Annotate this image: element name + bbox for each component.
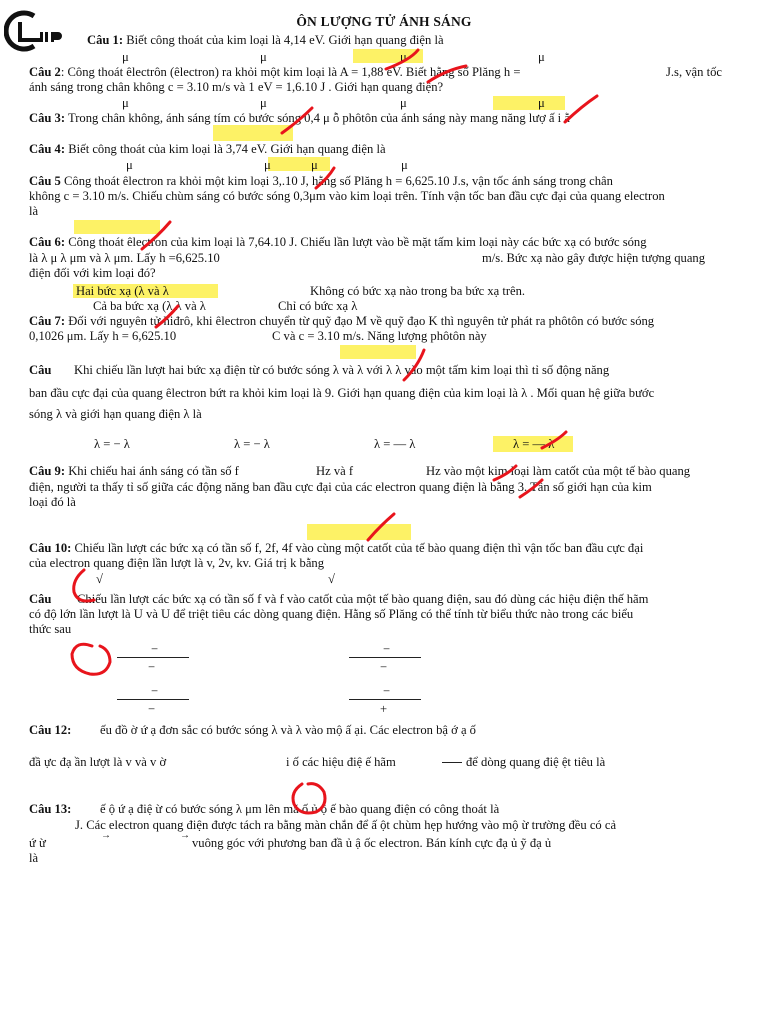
sqrt-symbol: √: [96, 572, 103, 586]
fraction-sign: −: [148, 660, 156, 674]
option-symbol: μ: [401, 158, 408, 172]
highlight: [213, 125, 293, 141]
question-text: để dòng quang điệ ệt tiêu là: [466, 755, 606, 769]
question-label: Câu 9:: [29, 464, 66, 478]
question-10: [29, 541, 643, 555]
question-text: Biết công thoát của kim loại là 3,74 eV. Giới hạn quang điện là: [68, 142, 386, 156]
question-text: J. Các electron quang điện được tách ra bằng màn chắn để ấ ột chùm hẹp hướng vào mộ ừ trường đều có cả: [75, 818, 617, 832]
option-d: Chỉ có bức xạ λ: [278, 299, 358, 313]
question-label: Câu 7:: [29, 314, 66, 328]
fraction-sign: −: [383, 684, 391, 698]
question-text: Trong chân không, ánh sáng tím có bước sóng 0,4 μ ỗ phôtôn của ánh sáng này mang năng lượ ấ i ằ: [67, 111, 570, 125]
question-label: Câu: [29, 592, 52, 606]
question-text: Khi chiếu hai ánh sáng có tần số f: [65, 464, 239, 478]
question-6: [29, 235, 647, 249]
option-symbol: μ: [400, 96, 407, 110]
question-text: thức sau: [29, 622, 72, 636]
option-symbol: μ: [400, 50, 407, 64]
vector-arrow: →: [101, 830, 111, 841]
fraction-bar: [349, 657, 421, 658]
question-4: [29, 142, 386, 156]
question-text: ếu đồ ờ ứ ạ đơn sắc có bước sóng λ và λ vào mộ ấ ại. Các electron bậ ớ ạ ố: [100, 723, 476, 737]
question-text: ứ ừ: [29, 836, 46, 850]
highlight: [493, 96, 565, 110]
option-a: λ = − λ: [94, 437, 130, 451]
option-symbol: μ: [122, 50, 129, 64]
question-text: ế ộ ứ ạ điệ ừ có bước sóng λ μm lên mă ố ủ ộ ế bào quang điện có công thoát là: [100, 802, 500, 816]
option-symbol: μ: [311, 158, 318, 172]
highlight: [340, 345, 416, 359]
question-2: [29, 65, 520, 79]
question-text: 0,1026 μm. Lấy h = 6,625.10: [29, 329, 177, 343]
highlight: [268, 157, 330, 171]
question-label: Câu 4:: [29, 142, 66, 156]
option-d: λ = — λ: [513, 437, 555, 451]
page-title: ÔN LƯỢNG TỬ ÁNH SÁNG: [296, 14, 472, 29]
question-text: i ố các hiệu điệ ế hãm: [286, 755, 396, 769]
question-text: ánh sáng trong chân không c = 3.10 m/s và 1 eV = 1,6.10 J . Giới hạn quang điện?: [29, 80, 444, 94]
question-text: J.s, vận tốc: [666, 65, 722, 79]
question-label: Câu 2: [29, 65, 61, 79]
fraction-sign: −: [380, 660, 388, 674]
question-text: của electron quang điện lần lượt là v, 2v, kv. Giá trị k bằng: [29, 556, 325, 570]
question-text: Hz vào một kim loại làm catốt của một tế bào quang: [426, 464, 691, 478]
fraction-bar: [117, 657, 189, 658]
fraction-sign: −: [148, 702, 156, 716]
question-text: là: [29, 851, 39, 865]
question-text: Chiếu lần lượt các bức xạ có tần số f và f vào catốt của một tế bào quang điện, sau đó dùng các hiệu điện thế hãm: [77, 592, 649, 606]
question-text: Công thoát êlectron của kim loại là 7,64.10 J. Chiếu lần lượt vào bề mặt tấm kim loại này các bức xạ có bước sóng: [65, 235, 647, 249]
fraction-sign: −: [151, 642, 159, 656]
question-text: không c = 3.10 m/s. Chiếu chùm sáng có bước sóng 0,3μm vào kim loại trên. Tính vận tốc ban đầu cực đại của quang electron: [29, 189, 665, 203]
fraction-sign: −: [151, 684, 159, 698]
option-symbol: μ: [538, 96, 545, 110]
question-9: [29, 464, 239, 478]
question-text: là λ μ λ μm và λ μm. Lấy h =6,625.10: [29, 251, 220, 265]
option-c: λ = — λ: [374, 437, 416, 451]
highlight: [307, 524, 411, 540]
question-text: Chiếu lần lượt các bức xạ có tần số f, 2f, 4f vào cùng một catốt của tế bào quang điện thì vận tốc ban đầu cực đại: [71, 541, 644, 555]
question-label: Câu 10:: [29, 541, 72, 555]
question-text: Khi chiếu lần lượt hai bức xạ điện từ có bước sóng λ và λ với λ λ vào một tấm kim loại thì tỉ số động năng: [74, 363, 610, 377]
question-text: là: [29, 204, 39, 218]
fraction-bar: [349, 699, 421, 700]
option-symbol: μ: [260, 50, 267, 64]
question-label: Câu 6:: [29, 235, 66, 249]
question-text: đầ ực đạ ần lượt là v và v ờ: [29, 755, 167, 769]
question-label: Câu 3:: [29, 111, 66, 125]
question-label: Câu 12:: [29, 723, 72, 737]
question-text: : Công thoát êlectrôn (êlectron) ra khỏi một kim loại là A = 1,88 eV. Biết hằng số Plăng h =: [60, 65, 521, 79]
question-text: Đối với nguyên tử hiđrô, khi êlectron chuyển từ quỹ đạo M về quỹ đạo K thì nguyên tử phát ra phôtôn có bước sóng: [65, 314, 655, 328]
question-text: có độ lớn lần lượt là U và U để triệt tiêu các dòng quang điện. Hằng số Plăng có thể tính từ biểu thức nào trong các biểu: [29, 607, 634, 621]
option-b: λ = − λ: [234, 437, 270, 451]
option-b: Không có bức xạ nào trong ba bức xạ trên.: [310, 284, 526, 298]
question-text: m/s. Bức xạ nào gây được hiện tượng quang: [482, 251, 706, 265]
fraction-bar: [117, 699, 189, 700]
question-text: Hz và f: [316, 464, 354, 478]
question-1: [87, 33, 444, 47]
option-symbol: μ: [260, 96, 267, 110]
question-label: Câu 1:: [87, 33, 124, 47]
option-symbol: μ: [538, 50, 545, 64]
question-label: Câu 5: [29, 174, 61, 188]
fraction-sign: +: [380, 702, 388, 716]
question-text: ban đầu cực đại của quang êlectron bứt ra khỏi kim loại là 9. Giới hạn quang điện của kim loại là λ . Mối quan hệ giữa bước: [29, 386, 655, 400]
question-7: [29, 314, 654, 328]
question-text: Công thoát êlectron ra khỏi một kim loại 3,.10 J, hằng số Plăng h = 6,625.10 J.s, vận tốc ánh sáng trong chân: [60, 174, 613, 188]
option-symbol: μ: [264, 158, 271, 172]
question-text: loại đó là: [29, 495, 76, 509]
question-text: sóng λ và giới hạn quang điện λ là: [29, 407, 202, 421]
fraction-bar: [442, 762, 462, 763]
question-text: điện, người ta thấy tỉ số giữa các động năng ban đầu cực đại của các electron quang điện là bằng 3. Tần số giới hạn của kim: [29, 480, 652, 494]
fraction-sign: −: [383, 642, 391, 656]
question-text: điện đối với kim loại đó?: [29, 266, 156, 280]
question-3: [29, 111, 570, 125]
sqrt-symbol: √: [328, 572, 335, 586]
highlight: [74, 220, 160, 234]
option-symbol: μ: [122, 96, 129, 110]
option-symbol: μ: [126, 158, 133, 172]
question-text: C và c = 3.10 m/s. Năng lượng phôtôn này: [272, 329, 487, 343]
question-text: Biết công thoát của kim loại là 4,14 eV. Giới hạn quang điện là: [126, 33, 444, 47]
question-label: Câu 13:: [29, 802, 72, 816]
option-c: Cả ba bức xạ (λ λ và λ: [93, 299, 206, 313]
question-5: [29, 174, 613, 188]
option-a: Hai bức xạ (λ và λ: [76, 284, 169, 298]
vector-arrow: →: [180, 830, 190, 841]
question-text: vuông góc với phương ban đầ ủ ậ ốc electron. Bán kính cực đạ ủ ỹ đạ ủ: [192, 836, 552, 850]
highlight: [353, 49, 423, 63]
question-label: Câu: [29, 363, 52, 377]
